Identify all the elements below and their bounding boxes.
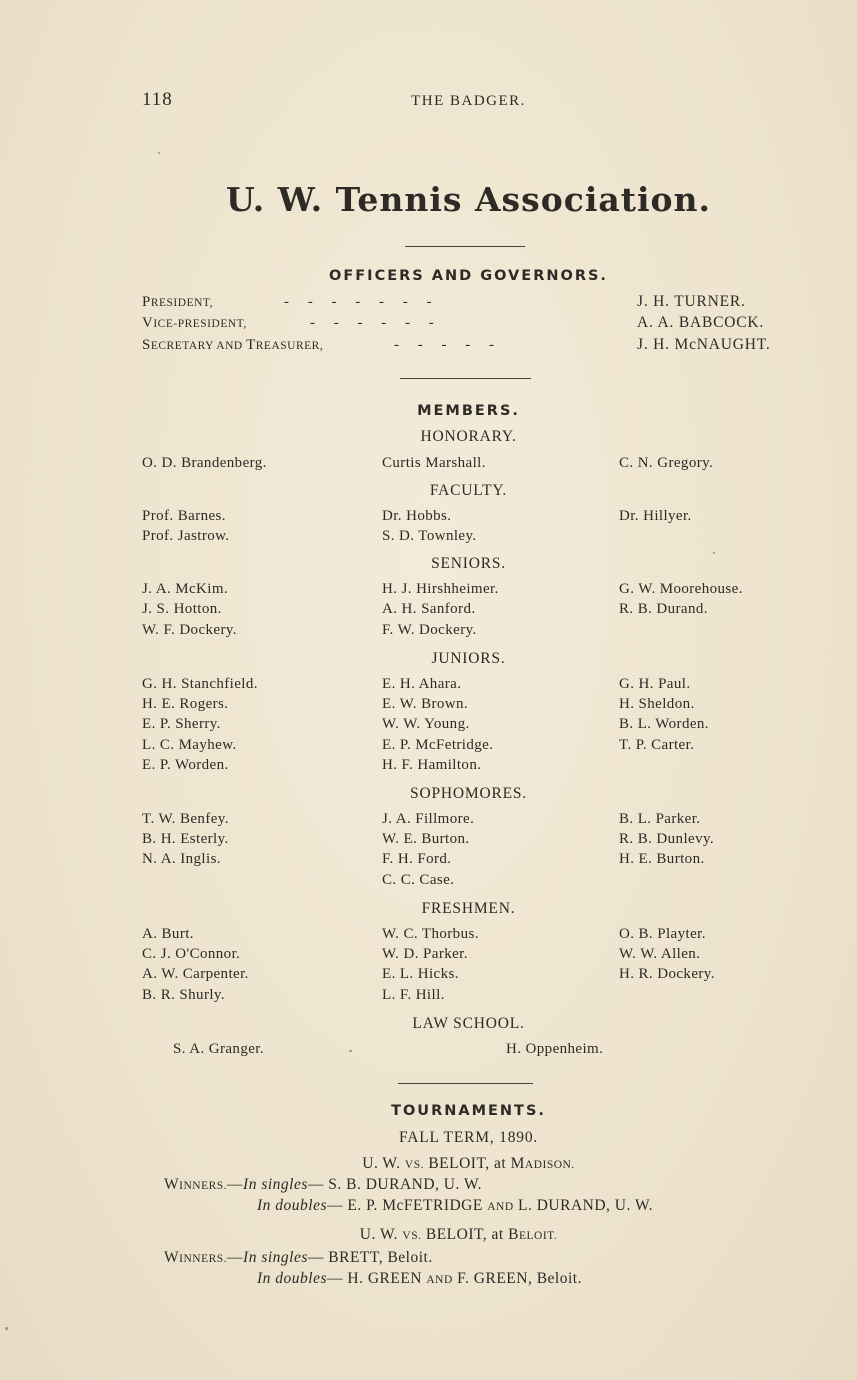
category-law-school: LAW SCHOOL. — [412, 1015, 525, 1032]
member-name: A. Burt. — [142, 926, 194, 942]
category-sophomores: SOPHOMORES. — [410, 785, 527, 802]
member-name: A. H. Sanford. — [382, 601, 476, 617]
members-heading: MEMBERS. — [417, 403, 520, 419]
member-name: F. H. Ford. — [382, 851, 452, 867]
member-name: G. H. Stanchfield. — [142, 676, 258, 692]
member-name: B. H. Esterly. — [142, 831, 229, 847]
member-name: H. E. Burton. — [619, 851, 705, 867]
member-name: B. L. Worden. — [619, 716, 709, 732]
paper-speck — [158, 152, 160, 154]
member-name: W. E. Burton. — [382, 831, 470, 847]
member-name: Dr. Hobbs. — [382, 508, 452, 524]
member-name: L. C. Mayhew. — [142, 737, 237, 753]
section-rule — [398, 1083, 533, 1084]
member-name: H. J. Hirshheimer. — [382, 581, 499, 597]
member-name: W. W. Allen. — [619, 946, 701, 962]
tournament-term: FALL TERM, 1890. — [398, 1129, 539, 1146]
member-name: C. C. Case. — [382, 872, 455, 888]
member-name: J. S. Hotton. — [142, 601, 222, 617]
officer-label-president: PRESIDENT, — [142, 294, 213, 310]
member-name: W. W. Young. — [382, 716, 470, 732]
member-name: R. B. Durand. — [619, 601, 708, 617]
paper-speck — [5, 1327, 8, 1330]
member-name: T. W. Benfey. — [142, 811, 229, 827]
member-name: H. Oppenheim. — [506, 1041, 604, 1057]
member-name: E. L. Hicks. — [382, 966, 459, 982]
member-name: H. Sheldon. — [619, 696, 695, 712]
match-title: U. W. VS. BELOIT, at BELOIT. — [359, 1226, 558, 1243]
member-name: E. P. Worden. — [142, 757, 229, 773]
category-honorary: HONORARY. — [420, 428, 517, 445]
member-name: J. A. Fillmore. — [382, 811, 475, 827]
member-name: B. L. Parker. — [619, 811, 701, 827]
member-name: Dr. Hillyer. — [619, 508, 692, 524]
member-name: B. R. Shurly. — [142, 987, 225, 1003]
member-name: E. H. Ahara. — [382, 676, 462, 692]
member-name: T. P. Carter. — [619, 737, 695, 753]
member-name: Prof. Jastrow. — [142, 528, 230, 544]
winners-singles: WINNERS.—In singles— BRETT, Beloit. — [164, 1249, 433, 1266]
member-name: G. H. Paul. — [619, 676, 691, 692]
officer-name-secretary-treasurer: J. H. McNAUGHT. — [637, 336, 771, 353]
member-name: S. A. Granger. — [173, 1041, 265, 1057]
member-name: L. F. Hill. — [382, 987, 445, 1003]
officer-name-president: J. H. TURNER. — [637, 293, 746, 310]
title-rule — [405, 246, 525, 247]
running-head: THE BADGER. — [411, 93, 526, 109]
winners-doubles: In doubles— E. P. McFETRIDGE AND L. DURAND, U. W. — [257, 1197, 654, 1214]
member-name: E. P. Sherry. — [142, 716, 221, 732]
member-name: O. D. Brandenberg. — [142, 455, 267, 471]
tournaments-heading: TOURNAMENTS. — [391, 1103, 546, 1119]
winners-doubles: In doubles— H. GREEN AND F. GREEN, Beloit. — [257, 1270, 582, 1287]
page-number: 118 — [142, 89, 173, 110]
category-juniors: JUNIORS. — [431, 650, 506, 667]
match-title: U. W. VS. BELOIT, at MADISON. — [362, 1155, 575, 1172]
member-name: E. W. Brown. — [382, 696, 469, 712]
member-name: A. W. Carpenter. — [142, 966, 249, 982]
officer-label-vice-president: VICE-PRESIDENT, — [142, 315, 247, 331]
member-name: Prof. Barnes. — [142, 508, 226, 524]
page-title: U. W. Tennis Association. — [225, 180, 712, 219]
member-name: S. D. Townley. — [382, 528, 477, 544]
member-name: G. W. Moorehouse. — [619, 581, 743, 597]
officer-name-vice-president: A. A. BABCOCK. — [637, 314, 765, 331]
member-name: W. C. Thorbus. — [382, 926, 479, 942]
member-name: H. F. Hamilton. — [382, 757, 482, 773]
member-name: W. F. Dockery. — [142, 622, 237, 638]
member-name: E. P. McFetridge. — [382, 737, 494, 753]
winners-singles: WINNERS.—In singles— S. B. DURAND, U. W. — [164, 1176, 483, 1193]
category-seniors: SENIORS. — [431, 555, 506, 572]
category-faculty: FACULTY. — [429, 482, 508, 499]
paper-speck — [349, 1050, 352, 1052]
section-rule — [400, 378, 531, 379]
leader-dashes: - - - - - - — [310, 315, 434, 331]
leader-dashes: - - - - - - - — [284, 294, 432, 310]
member-name: F. W. Dockery. — [382, 622, 477, 638]
member-name: W. D. Parker. — [382, 946, 468, 962]
member-name: C. J. O'Connor. — [142, 946, 241, 962]
leader-dashes: - - - - - — [394, 337, 494, 353]
member-name: H. R. Dockery. — [619, 966, 715, 982]
member-name: N. A. Inglis. — [142, 851, 221, 867]
member-name: H. E. Rogers. — [142, 696, 229, 712]
member-name: C. N. Gregory. — [619, 455, 714, 471]
member-name: J. A. McKim. — [142, 581, 229, 597]
officers-heading: OFFICERS AND GOVERNORS. — [329, 268, 608, 284]
member-name: O. B. Playter. — [619, 926, 706, 942]
category-freshmen: FRESHMEN. — [421, 900, 516, 917]
paper-speck — [713, 552, 715, 554]
member-name: Curtis Marshall. — [382, 455, 486, 471]
officer-label-secretary-treasurer: SECRETARY AND TREASURER, — [142, 337, 324, 353]
member-name: R. B. Dunlevy. — [619, 831, 715, 847]
